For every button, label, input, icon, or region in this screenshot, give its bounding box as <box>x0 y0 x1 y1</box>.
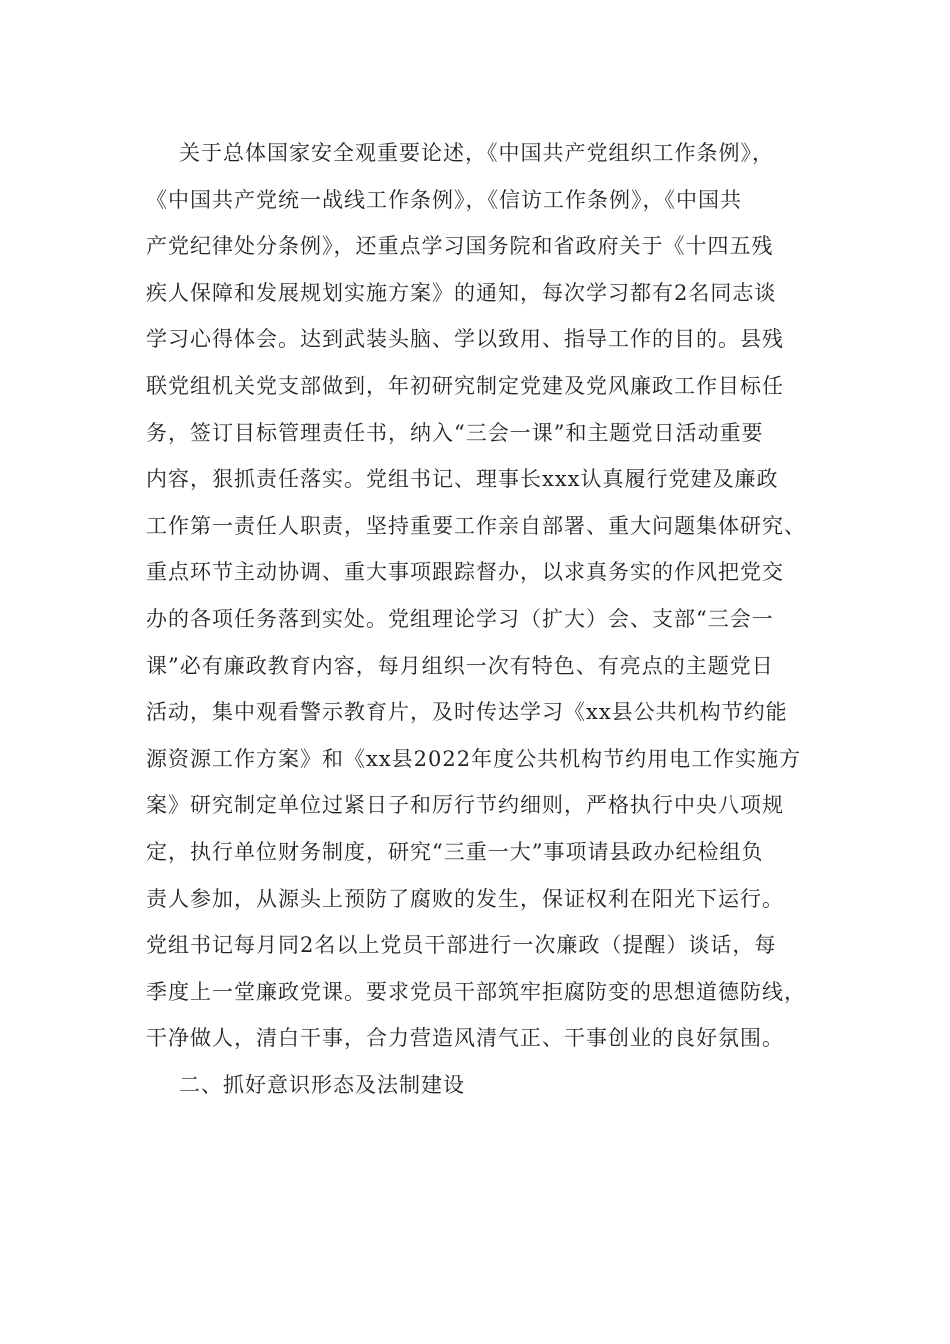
paragraph-line-20: 干净做人，清白干事，合力营造风清气正、干事创业的良好氛围。 <box>146 1026 784 1051</box>
paragraph-line-3: 产党纪律处分条例》，还重点学习国务院和省政府关于《十四五残 <box>146 234 774 259</box>
paragraph-line-19: 季度上一堂廉政党课。要求党员干部筑牢拒腐防变的思想道德防线， <box>146 979 806 1004</box>
paragraph-line-4: 疾人保障和发展规划实施方案》的通知，每次学习都有2名同志谈 <box>146 280 777 305</box>
paragraph-line-18: 党组书记每月同2名以上党员干部进行一次廉政（提醒）谈话，每 <box>146 933 777 958</box>
paragraph-line-6: 联党组机关党支部做到，年初研究制定党建及党风廉政工作目标任 <box>146 373 784 398</box>
paragraph-line-5: 学习心得体会。达到武装头脑、学以致用、指导工作的目的。县残 <box>146 327 784 352</box>
paragraph-line-8: 内容，狠抓责任落实。党组书记、理事长xxx认真履行党建及廉政 <box>146 467 779 492</box>
paragraph-line-13: 活动，集中观看警示教育片，及时传达学习《xx县公共机构节约能 <box>146 700 788 725</box>
section-heading: 二、抓好意识形态及法制建设 <box>179 1072 465 1097</box>
paragraph-line-10: 重点环节主动协调、重大事项跟踪督办，以求真务实的作风把党交 <box>146 560 784 585</box>
paragraph-line-14: 源资源工作方案》和《xx县2022年度公共机构节约用电工作实施方 <box>146 746 802 771</box>
paragraph-line-15: 案》研究制定单位过紧日子和厉行节约细则，严格执行中央八项规 <box>146 793 784 818</box>
paragraph-line-17: 责人参加，从源头上预防了腐败的发生，保证权利在阳光下运行。 <box>146 886 784 911</box>
paragraph-line-7: 务，签订目标管理责任书，纳入“三会一课”和主题党日活动重要 <box>146 420 764 445</box>
paragraph-line-2: 《中国共产党统一战线工作条例》，《信访工作条例》，《中国共 <box>146 187 742 212</box>
paragraph-line-16: 定，执行单位财务制度，研究“三重一大”事项请县政办纪检组负 <box>146 839 764 864</box>
paragraph-line-12: 课”必有廉政教育内容，每月组织一次有特色、有亮点的主题党日 <box>146 653 774 678</box>
paragraph-line-11: 办的各项任务落到实处。党组理论学习（扩大）会、支部“三会一 <box>146 606 774 631</box>
document-body <box>146 130 806 1108</box>
paragraph-line-1: 关于总体国家安全观重要论述，《中国共产党组织工作条例》， <box>179 141 774 165</box>
paragraph-line-9: 工作第一责任人职责，坚持重要工作亲自部署、重大问题集体研究、 <box>146 513 806 538</box>
